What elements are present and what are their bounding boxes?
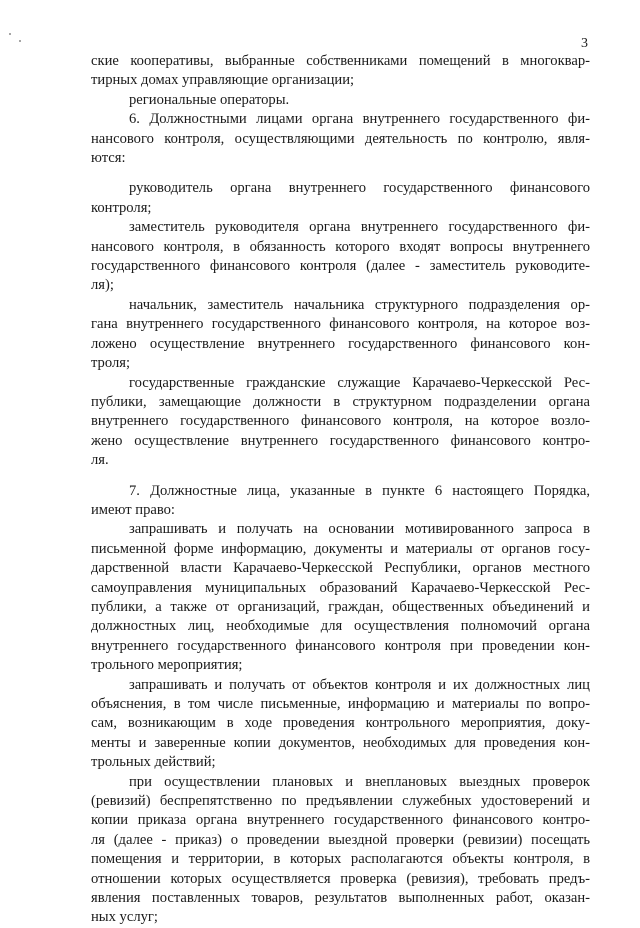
text-line: имеют право: xyxy=(91,501,175,518)
text-line: нансового контроля, в обязанность которого входят вопросы внутреннего xyxy=(91,238,590,255)
text-line: контроля; xyxy=(91,199,152,216)
scan-speck xyxy=(9,33,11,35)
document-body xyxy=(91,52,590,928)
text-line: запрашивать и получать от объектов контроля и их должностных лиц xyxy=(129,676,590,693)
text-line: государственного финансового контроля (далее - заместитель руководите- xyxy=(91,258,590,275)
text-line: троля; xyxy=(91,355,131,372)
text-line: отношении которых осуществляется проверка (ревизия), требовать предъ- xyxy=(91,870,590,887)
text-line: публики, замещающие должности в структурном подразделении органа xyxy=(91,393,590,410)
scan-speck xyxy=(19,40,21,42)
text-line: запрашивать и получать на основании мотивированного запроса в xyxy=(129,521,590,538)
text-line: письменной форме информацию, документы и материалы от органов госу- xyxy=(91,540,590,557)
text-line: должностных лиц, необходимые для осуществления полномочий органа xyxy=(91,618,590,635)
text-line: тирных домах управляющие организации; xyxy=(91,72,355,89)
text-line: руководитель органа внутреннего государственного финансового xyxy=(129,180,590,197)
text-line: региональные операторы. xyxy=(129,91,290,108)
text-line: менты и заверенные копии документов, необходимых для проведения кон- xyxy=(91,734,590,751)
text-line: ются: xyxy=(91,150,126,167)
text-line: самоуправления муниципальных образований Карачаево-Черкесской Рес- xyxy=(91,579,590,596)
text-line: ские кооперативы, выбранные собственниками помещений в многоквар- xyxy=(91,53,590,69)
page-number: 3 xyxy=(581,36,588,51)
text-line: ных услуг; xyxy=(91,909,158,926)
text-line: трольного мероприятия; xyxy=(91,657,243,674)
text-line: нансового контроля, осуществляющими деятельность по контролю, явля- xyxy=(91,130,590,147)
text-line: 7. Должностные лица, указанные в пункте 6 настоящего Порядка, xyxy=(129,482,590,499)
text-line: трольных действий; xyxy=(91,754,216,771)
text-line: при осуществлении плановых и внеплановых выездных проверок xyxy=(129,773,590,790)
text-line: публики, а также от организаций, граждан, общественных объединений и xyxy=(91,598,590,615)
text-line: ля); xyxy=(91,277,114,294)
text-line: помещения и территории, в которых располагаются объекты контроля, в xyxy=(91,851,590,868)
text-line: 6. Должностными лицами органа внутреннего государственного фи- xyxy=(129,111,590,128)
text-line: ля. xyxy=(91,452,109,469)
text-line: объяснения, в том числе письменные, информацию и материалы по вопро- xyxy=(91,696,590,712)
text-line: дарственной власти Карачаево-Черкесской Республики, органов местного xyxy=(91,560,590,577)
text-line: явления поставленных товаров, результатов выполненных работ, оказан- xyxy=(91,890,590,907)
text-line: внутреннего государственного финансового контроля при проведении кон- xyxy=(91,637,590,654)
text-line: копии приказа органа внутреннего государственного финансового контро- xyxy=(91,812,590,829)
text-line: государственные гражданские служащие Карачаево-Черкесской Рес- xyxy=(129,374,590,391)
text-line: ля (далее - приказ) о проведении выездной проверки (ревизии) посещать xyxy=(91,831,590,848)
text-line: (ревизий) беспрепятственно по предъявлении служебных удостоверений и xyxy=(91,793,590,810)
text-line: ложено осуществление внутреннего государственного финансового кон- xyxy=(91,335,590,352)
text-line: сам, возникающим в ходе проведения контрольного мероприятия, доку- xyxy=(91,715,590,732)
text-line: заместитель руководителя органа внутреннего государственного фи- xyxy=(129,219,590,236)
text-line: начальник, заместитель начальника структурного подразделения ор- xyxy=(129,296,590,313)
text-line: внутреннего государственного финансового контроля, на которое возло- xyxy=(91,413,590,430)
text-line: жено осуществление внутреннего государственного финансового контро- xyxy=(91,432,590,449)
text-line: гана внутреннего государственного финансового контроля, на которое воз- xyxy=(91,316,590,333)
